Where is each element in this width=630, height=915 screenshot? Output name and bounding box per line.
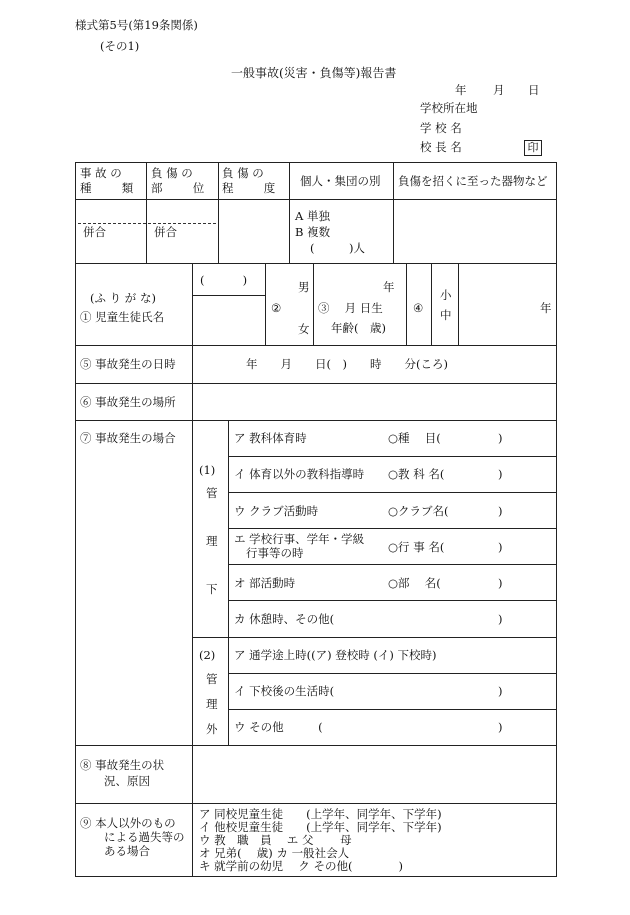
- case2-item-c: ウ その他 (: [234, 720, 323, 734]
- group1-char-2: 理: [206, 534, 218, 548]
- level-junior: 中: [440, 308, 452, 322]
- third-party-option-1: ア 同校児童生徒 (上学年、同学年、下学年): [199, 807, 442, 821]
- third-party-label-2: による過失等の: [104, 830, 185, 844]
- case1-item-a-close: ): [498, 431, 503, 445]
- grade-year-label: 年: [540, 301, 552, 315]
- case1-item-f: カ 休憩時、その他(: [234, 612, 335, 626]
- case2-item-a: ア 通学途上時((ア) 登校時 (イ) 下校時): [234, 648, 437, 662]
- case1-item-e: オ 部活動時: [234, 576, 296, 590]
- injury-degree-label-2: 程 度: [222, 181, 276, 195]
- group1-char-1: 管: [206, 486, 218, 500]
- case1-item-f-close: ): [498, 612, 503, 626]
- case1-item-e-sub: ○部 名(: [388, 576, 441, 590]
- case1-item-d-sub: ○行 事 名(: [388, 540, 445, 554]
- case2-item-b: イ 下校後の生活時(: [234, 684, 335, 698]
- case1-item-e-close: ): [498, 576, 503, 590]
- date-month-label: 月: [493, 83, 505, 97]
- case1-item-b: イ 体育以外の教科指導時: [234, 467, 365, 481]
- situation-cause-label-2: 況、原因: [104, 774, 150, 788]
- case1-item-c-sub: ○クラブ名(: [388, 504, 449, 518]
- furigana-paren: ( ): [200, 273, 248, 287]
- option-single: A 単独: [295, 209, 330, 223]
- third-party-option-3: ウ 教 職 員 エ 父 母: [199, 833, 352, 847]
- case1-item-b-close: ): [498, 467, 503, 481]
- occurrence-place-label: ⑥ 事故発生の場所: [80, 395, 176, 409]
- case2-item-b-close: ): [498, 684, 503, 698]
- birth-date-label: ③ 月 日生: [318, 301, 383, 315]
- school-address-label: 学校所在地: [420, 101, 478, 115]
- group2-char-3: 外: [206, 722, 218, 736]
- cause-equipment-label: 負傷を招くに至った器物など: [398, 174, 548, 188]
- third-party-label-1: ⑨ 本人以外のもの: [80, 816, 176, 830]
- option-multiple: B 複数: [295, 225, 331, 239]
- seal-stamp: 印: [524, 140, 542, 156]
- third-party-option-2: イ 他校児童生徒 (上学年、同学年、下学年): [199, 820, 442, 834]
- group1-number: (1): [199, 463, 216, 477]
- case1-item-d-line2: 行事等の時: [246, 546, 304, 560]
- case1-item-d: エ 学校行事、学年・学級: [234, 532, 365, 546]
- group2-char-1: 管: [206, 672, 218, 686]
- principal-name-label: 校 長 名: [420, 140, 462, 154]
- case1-item-c: ウ クラブ活動時: [234, 504, 319, 518]
- form-sub-number: (その1): [100, 39, 140, 53]
- accident-type-label-1: 事 故 の: [80, 166, 122, 180]
- individual-group-label: 個人・集団の別: [300, 174, 381, 188]
- group2-number: (2): [199, 648, 216, 662]
- group2-char-2: 理: [206, 697, 218, 711]
- case1-item-c-close: ): [498, 504, 503, 518]
- case1-item-a: ア 教科体育時: [234, 431, 307, 445]
- combined-label-2: 併合: [154, 225, 177, 239]
- birth-year-label: 年: [383, 280, 395, 294]
- third-party-option-5: キ 就学前の幼児 ク その他( ): [199, 859, 403, 873]
- injury-degree-label-1: 負 傷 の: [222, 166, 264, 180]
- case1-item-a-sub: ○種 目(: [388, 431, 441, 445]
- school-level-number: ④: [413, 301, 424, 315]
- school-name-label: 学 校 名: [420, 121, 462, 135]
- age-label: 年齢( 歳): [331, 321, 386, 335]
- date-day-label: 日: [528, 83, 540, 97]
- case2-item-c-close: ): [498, 720, 503, 734]
- level-elementary: 小: [440, 288, 452, 302]
- student-name-label: ① 児童生徒氏名: [80, 310, 165, 324]
- page-title: 一般事故(災害・負傷等)報告書: [231, 66, 397, 80]
- form-number: 様式第5号(第19条関係): [75, 18, 198, 32]
- case1-item-b-sub: ○教 科 名(: [388, 467, 445, 481]
- third-party-option-4: オ 兄弟( 歳) カ 一般社会人: [199, 846, 350, 860]
- occurrence-case-label: ⑦ 事故発生の場合: [80, 431, 176, 445]
- group1-char-3: 下: [206, 582, 218, 596]
- occurrence-datetime-label: ⑤ 事故発生の日時: [80, 357, 176, 371]
- situation-cause-label-1: ⑧ 事故発生の状: [80, 758, 165, 772]
- furigana-label: (ふ り が な): [90, 291, 156, 305]
- combined-label-1: 併合: [83, 225, 106, 239]
- date-year-label: 年: [455, 83, 467, 97]
- gender-number: ②: [271, 301, 282, 315]
- accident-type-label-2: 種 類: [80, 181, 134, 195]
- third-party-label-3: ある場合: [104, 844, 150, 858]
- occurrence-datetime-value: 年 月 日( ) 時 分(ころ): [246, 357, 448, 371]
- gender-female: 女: [298, 322, 310, 336]
- case1-item-d-close: ): [498, 540, 503, 554]
- injury-part-label-1: 負 傷 の: [151, 166, 193, 180]
- gender-male: 男: [298, 280, 310, 294]
- injury-part-label-2: 部 位: [151, 181, 205, 195]
- people-count: ( )人: [310, 241, 365, 255]
